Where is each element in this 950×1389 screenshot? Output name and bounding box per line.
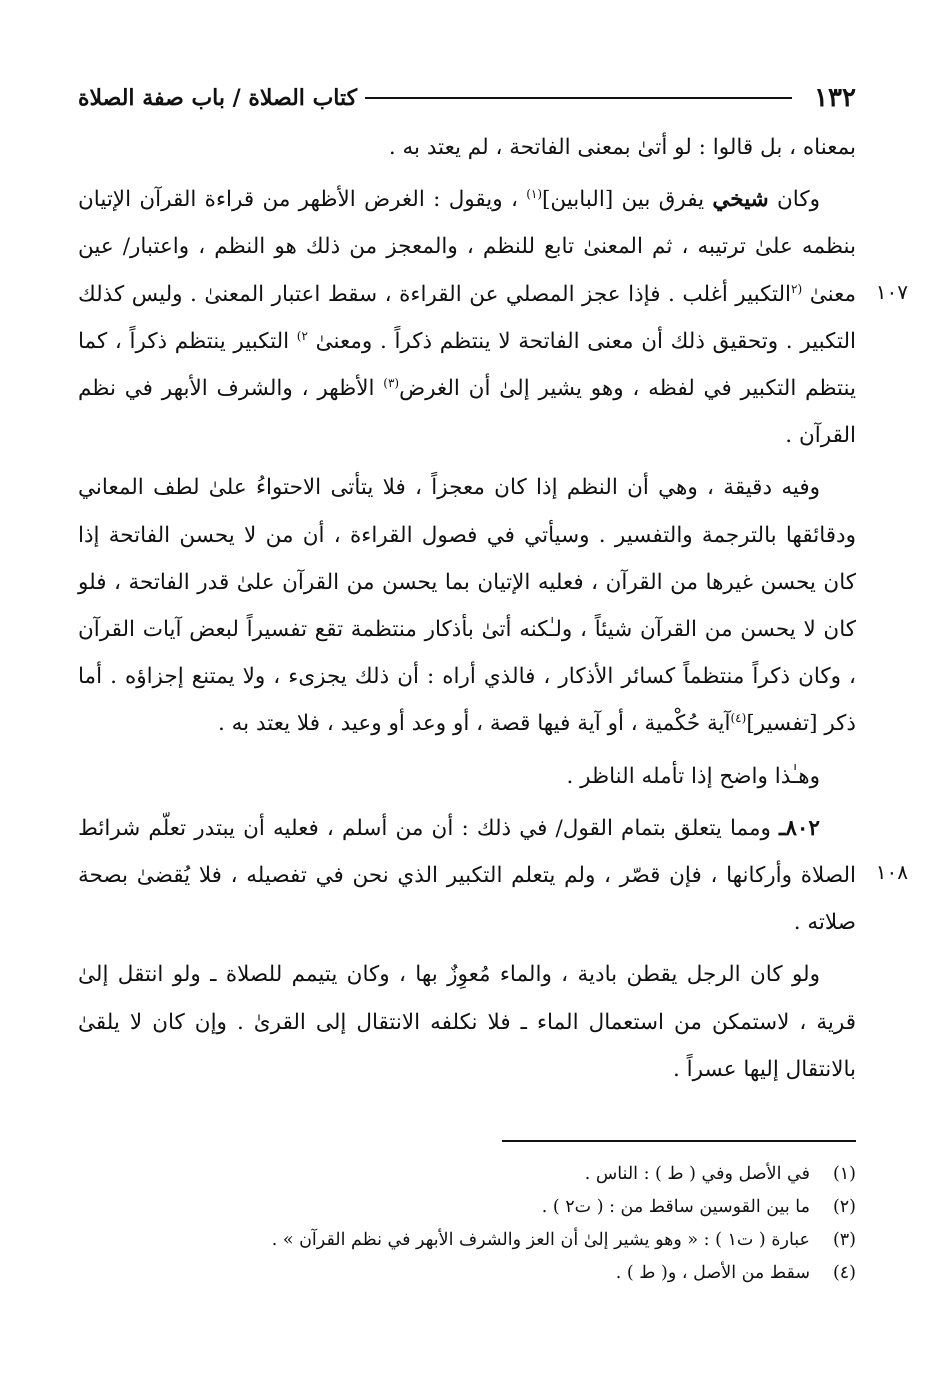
footnote-text: ما بين القوسين ساقط من : ( ت٢ ) .: [541, 1197, 810, 1217]
running-title: كتاب الصلاة / باب صفة الصلاة: [78, 85, 358, 111]
paragraph-6: ولو كان الرجل يقطن بادية ، والماء مُعوِزٌ بها ، وكان يتيمم للصلاة ـ ولو انتقل إلىٰ قرية ، لاستمكن من استعمال الماء ـ فلا نكلفه الانتقال إلى القرىٰ . وإن كان لا يلقىٰ بالانتقال إليها عسراً .: [78, 962, 856, 1082]
footnote-3: [100, 1224, 856, 1257]
footnote-ref-1[interactable]: (١): [526, 187, 543, 202]
issue-number: ٨٠٢ـ: [779, 815, 820, 841]
paragraph-4: وهـٰذا واضح إذا تأمله الناظر .: [566, 763, 820, 789]
paragraph-2-emphasis: شيخي: [712, 187, 769, 213]
footnote-ref-4[interactable]: (٤): [730, 711, 747, 726]
footnote-text: سقط من الأصل ، و( ط ) .: [615, 1263, 810, 1283]
paragraph-2-text-f: التكبير ينتظم ذكراً ، كما ينتظم التكبير في لفظه ، وهو يشير إلىٰ أن الغرض: [78, 328, 856, 402]
footnote-2: [100, 1191, 856, 1224]
paragraph-3-text-a: وفيه دقيقة ، وهي أن النظم إذا كان معجزاً ، فلا يتأتى الاحتواءُ علىٰ لطف المعاني ودقائقها بالترجمة والتفسير . وسيأتي في فصول القراءة ، أن من لا يحسن الفاتحة إذا كان يحسن غيرها من القرآن ، فعليه الإتيان بما يحسن من القرآن علىٰ قدر الفاتحة ، فلو كان لا يحسن من القرآن شيئاً ، ولـٰكنه أتىٰ بأذكار منتظمة تقع تفسيراً لبعض آيات القرآن ، وكان ذكراً منتظماً كسائر الأذكار ، فالذي أراه : أن ذلك يجزىء ، ولا يمتنع إجزاؤه . أما ذكر [تفسير]: [78, 475, 856, 737]
paragraph-2-text-a: وكان: [777, 187, 820, 213]
paragraph-5: [78, 805, 856, 947]
footnote-4: [100, 1257, 856, 1290]
paragraph-3: [78, 464, 856, 747]
paragraph-5-text: ومما يتعلق بتمام القول/ في ذلك : أن من أسلم ، فعليه أن يبتدر تعلّم شرائط الصلاة وأركانها ، فإن قصّر ، ولم يتعلم التكبير الذي نحن في تفصيله ، فلا يُقضىٰ بصحة صلاته .: [78, 815, 856, 936]
footnote-separator: [502, 1140, 856, 1142]
paragraph-2: [78, 176, 856, 459]
margin-number-107: ١٠٧: [875, 280, 908, 304]
margin-number-108: ١٠٨: [875, 860, 908, 884]
page-header: [78, 78, 856, 118]
footnote-ref-3[interactable]: (٣): [383, 375, 400, 390]
footnotes: [100, 1158, 856, 1290]
paragraph-2-text-e: التكبير أغلب . فإذا عجز المصلي عن القراءة ، سقط اعتبار المعنىٰ . وليس كذلك التكبير . وتحقيق ذلك أن معنى الفاتحة لا ينتظم ذكراً . ومعنىٰ: [78, 281, 856, 354]
footnote-number: (١): [832, 1164, 856, 1184]
paragraph-2-text-c: يفرق بين [البابين]: [542, 187, 705, 213]
paragraph-2-text-g: الأظهر ، والشرف الأبهر في نظم القرآن .: [78, 376, 856, 449]
footnote-number: (٣): [832, 1230, 856, 1250]
footnote-text: عبارة ( ت١ ) : « وهو يشير إلىٰ أن العز والشرف الأبهر في نظم القرآن » .: [271, 1230, 810, 1250]
page-number: ١٣٢: [814, 83, 856, 113]
footnote-ref-2-close[interactable]: ٢): [296, 328, 308, 343]
footnote-number: (٤): [832, 1263, 856, 1283]
footnote-text: في الأصل وفي ( ط ) : الناس .: [584, 1164, 810, 1184]
footnote-1: [100, 1158, 856, 1191]
paragraph-3-text-b: آية حُكْمية ، أو آية فيها قصة ، أو وعد أو وعيد ، فلا يعتد به .: [217, 711, 731, 737]
main-text: [78, 124, 856, 1093]
footnote-number: (٢): [832, 1197, 856, 1217]
paragraph-2-text-d: ، ويقول : الغرض الأظهر من قراءة القرآن الإتيان بنظمه علىٰ ترتيبه ، ثم المعنىٰ تابع للنظم ، والمعجز من ذلك هو النظم ، واعتبار/ عين معنىٰ: [78, 187, 856, 307]
paragraph-1: بمعناه ، بل قالوا : لو أتىٰ بمعنى الفاتحة ، لم يعتد به .: [388, 135, 856, 160]
footnote-ref-2-open[interactable]: (٢: [791, 281, 803, 296]
header-rule: [365, 97, 792, 99]
